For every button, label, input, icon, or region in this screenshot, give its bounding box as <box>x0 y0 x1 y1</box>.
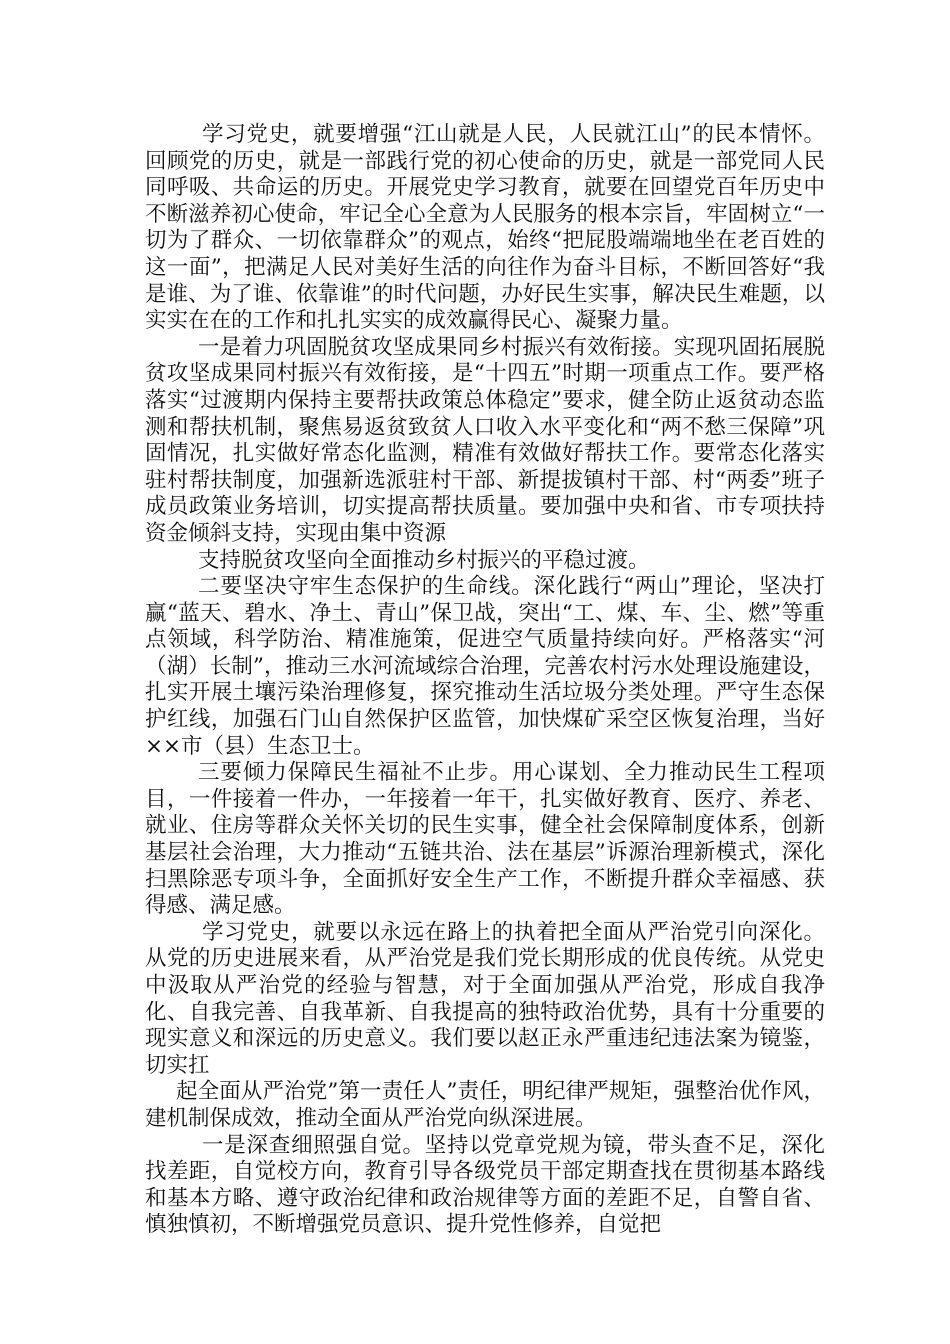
paragraph-6: 学习党史，就要以永远在路上的执着把全面从严治党引向深化。从党的历史进展来看，从严治党是我们党长期形成的优良传统。从党史中汲取从严治党的经验与智慧，对于全面加强从严治党，形成自我净化、自我完善、自我革新、自我提高的独特政治优势，具有十分重要的现实意义和深远的历史意义。我们要以赵正永严重违纪违法案为镜鉴，切实扛 <box>145 919 825 1078</box>
paragraph-1: 学习党史，就要增强“江山就是人民，人民就江山”的民本情怀。回顾党的历史，就是一部践行党的初心使命的历史，就是一部党同人民同呼吸、共命运的历史。开展党史学习教育，就要在回望党百年历史中不断滋养初心使命，牢记全心全意为人民服务的根本宗旨，牢固树立“一切为了群众、一切依靠群众”的观点，始终“把屁股端端地坐在老百姓的这一面”，把满足人民对美好生活的向往作为奋斗目标，不断回答好“我是谁、为了谁、依靠谁”的时代问题，办好民生实事，解决民生难题，以实实在在的工作和扎扎实实的成效赢得民心、凝聚力量。 <box>145 122 825 334</box>
document-body <box>145 122 825 1239</box>
paragraph-7: 起全面从严治党”第一责任人”责任，明纪律严规矩，强整治优作风，建机制保成效，推动全面从严治党向纵深进展。 <box>145 1079 825 1131</box>
paragraph-3: 支持脱贫攻坚向全面推动乡村振兴的平稳过渡。 <box>198 547 650 573</box>
paragraph-5: 三要倾力保障民生福祉不止步。用心谋划、全力推动民生工程项目，一件接着一件办，一年接着一年干，扎实做好教育、医疗、养老、就业、住房等群众关怀关切的民生实事，健全社会保障制度体系，创新基层社会治理，大力推动“五链共治、法在基层”诉源治理新模式，深化扫黑除恶专项斗争，全面抓好安全生产工作，不断提升群众幸福感、获得感、满足感。 <box>145 760 825 919</box>
paragraph-4: 二要坚决守牢生态保护的生命线。深化践行“两山”理论，坚决打赢“蓝天、碧水、净土、青山”保卫战，突出“工、煤、车、尘、燃”等重点领域，科学防治、精准施策，促进空气质量持续向好。严格落实“河（湖）长制”，推动三水河流域综合治理，完善农村污水处理设施建设，扎实开展土壤污染治理修复，探究推动生活垃圾分类处理。严守生态保护红线，加强石门山自然保护区监管，加快煤矿采空区恢复治理，当好××市（县）生态卫士。 <box>145 574 825 759</box>
paragraph-8: 一是深查细照强自觉。坚持以党章党规为镜，带头查不足，深化找差距，自觉校方向，教育引导各级党员干部定期查找在贯彻基本路线和基本方略、遵守政治纪律和政治规律等方面的差距不足，自警自省、慎独慎初，不断增强党员意识、提升党性修养，自觉把 <box>145 1132 825 1238</box>
paragraph-2: 一是着力巩固脱贫攻坚成果同乡村振兴有效衔接。实现巩固拓展脱贫攻坚成果同村振兴有效衔接，是“十四五”时期一项重点工作。要严格落实“过渡期内保持主要帮扶政策总体稳定”要求，健全防止返贫动态监测和帮扶机制，聚焦易返贫致贫人口收入水平变化和“两不愁三保障”巩固情况，扎实做好常态化监测，精准有效做好帮扶工作。要常态化落实驻村帮扶制度，加强新选派驻村干部、新提拔镇村干部、村“两委”班子成员政策业务培训，切实提高帮扶质量。要加强中央和省、市专项扶持资金倾斜支持，实现由集中资源 <box>145 334 825 546</box>
